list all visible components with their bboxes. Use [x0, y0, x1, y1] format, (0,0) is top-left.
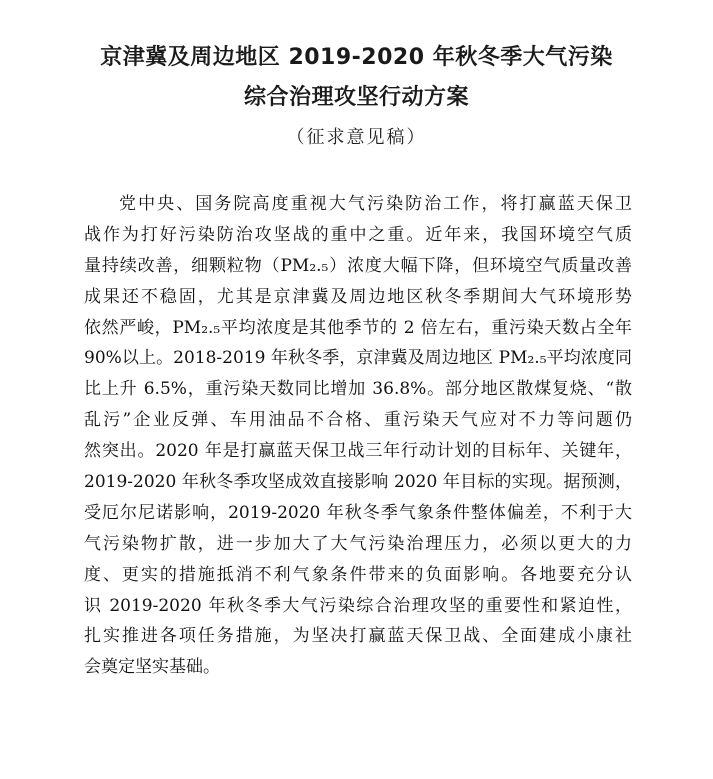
paragraph-line: 90%以上。2018-2019 年秋冬季，京津冀及周边地区 PM₂.₅平均浓度同	[84, 348, 632, 369]
paragraph-line: 扎实推进各项任务措施，为坚决打赢蓝天保卫战、全面建成小康社	[84, 626, 632, 647]
paragraph-line: 受厄尔尼诺影响，2019-2020 年秋冬季气象条件整体偏差，不利于大	[84, 502, 632, 523]
paragraph-line: 然突出。2020 年是打赢蓝天保卫战三年行动计划的目标年、关键年，	[84, 441, 632, 462]
document-subtitle: （征求意见稿）	[286, 127, 427, 148]
paragraph-line: 战作为打好污染防治攻坚战的重中之重。近年来，我国环境空气质	[84, 224, 632, 245]
document-title-line-1: 京津冀及周边地区 2019-2020 年秋冬季大气污染	[100, 45, 613, 70]
paragraph-line: 会奠定坚实基础。	[84, 657, 220, 678]
paragraph-line: 量持续改善，细颗粒物（PM₂.₅）浓度大幅下降，但环境空气质量改善	[84, 255, 632, 276]
paragraph-line: 度、更实的措施抵消不利气象条件带来的负面影响。各地要充分认	[84, 564, 632, 585]
paragraph-line: 乱污”企业反弹、车用油品不合格、重污染天气应对不力等问题仍	[84, 410, 632, 431]
body-paragraph	[84, 189, 632, 683]
document-title-line-2: 综合治理攻坚行动方案	[243, 85, 469, 110]
paragraph-line: 气污染物扩散，进一步加大了大气污染治理压力，必须以更大的力	[84, 533, 632, 554]
paragraph-line: 识 2019-2020 年秋冬季大气污染综合治理攻坚的重要性和紧迫性，	[84, 595, 632, 616]
paragraph-line: 依然严峻，PM₂.₅平均浓度是其他季节的 2 倍左右，重污染天数占全年	[84, 317, 632, 338]
paragraph-line: 成果还不稳固，尤其是京津冀及周边地区秋冬季期间大气环境形势	[84, 286, 632, 307]
paragraph-line: 2019-2020 年秋冬季攻坚成效直接影响 2020 年目标的实现。据预测，	[84, 472, 632, 493]
paragraph-line: 比上升 6.5%，重污染天数同比增加 36.8%。部分地区散煤复烧、“散	[84, 379, 632, 400]
paragraph-line: 党中央、国务院高度重视大气污染防治工作，将打赢蓝天保卫	[119, 194, 632, 214]
